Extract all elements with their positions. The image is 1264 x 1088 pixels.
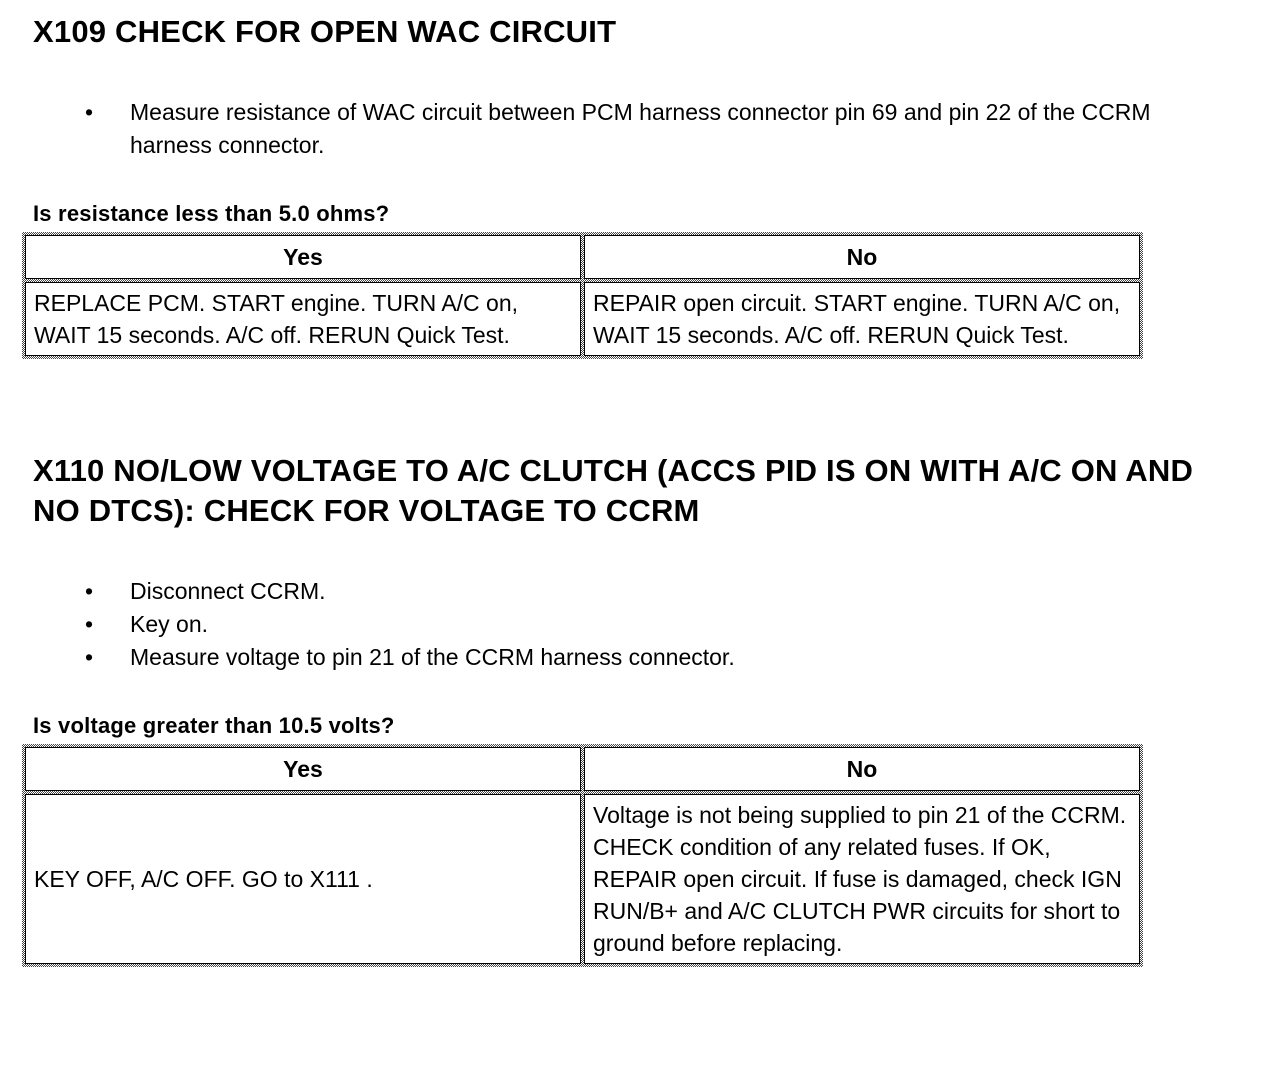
x110-header-no: No xyxy=(584,747,1140,791)
x109-header-yes: Yes xyxy=(25,235,581,279)
x109-action-no: REPAIR open circuit. START engine. TURN A/C on, WAIT 15 seconds. A/C off. RERUN Quick Test. xyxy=(584,282,1140,356)
bullet-icon: • xyxy=(85,611,94,637)
step-text: Disconnect CCRM. xyxy=(130,578,326,604)
table-header-row xyxy=(25,747,1140,791)
section-x110 xyxy=(0,359,1264,967)
step-text: Key on. xyxy=(130,611,208,637)
bullet-icon: • xyxy=(85,578,94,604)
bullet-icon: • xyxy=(85,644,94,670)
x110-question: Is voltage greater than 10.5 volts? xyxy=(33,713,395,738)
bullet-icon: • xyxy=(85,99,94,125)
list-item xyxy=(0,96,1264,162)
table-row xyxy=(25,794,1140,964)
list-item xyxy=(0,608,1264,641)
x109-decision-table xyxy=(22,232,1143,359)
section-x110-title: X110 NO/LOW VOLTAGE TO A/C CLUTCH (ACCS PID IS ON WITH A/C ON AND NO DTCS): CHECK FOR VOLTAGE TO CCRM xyxy=(33,453,1194,528)
list-item xyxy=(0,641,1264,674)
x110-action-no: Voltage is not being supplied to pin 21 of the CCRM. CHECK condition of any related fuses. If OK, REPAIR open circuit. If fuse is damaged, check IGN RUN/B+ and A/C CLUTCH PWR circuits for short to ground before replacing. xyxy=(584,794,1140,964)
x109-header-no: No xyxy=(584,235,1140,279)
table-header-row xyxy=(25,235,1140,279)
x109-step-list xyxy=(0,96,1264,162)
x110-decision-table xyxy=(22,744,1143,967)
table-row xyxy=(25,282,1140,356)
list-item xyxy=(0,575,1264,608)
section-x109 xyxy=(0,0,1264,359)
x110-action-yes: KEY OFF, A/C OFF. GO to X111 . xyxy=(25,794,581,964)
section-x109-title: X109 CHECK FOR OPEN WAC CIRCUIT xyxy=(33,14,617,49)
x109-question: Is resistance less than 5.0 ohms? xyxy=(33,201,390,226)
x109-action-yes: REPLACE PCM. START engine. TURN A/C on, WAIT 15 seconds. A/C off. RERUN Quick Test. xyxy=(25,282,581,356)
step-text: Measure resistance of WAC circuit between PCM harness connector pin 69 and pin 22 of the CCRM harness connector. xyxy=(130,99,1151,158)
x110-header-yes: Yes xyxy=(25,747,581,791)
x110-step-list xyxy=(0,575,1264,674)
step-text: Measure voltage to pin 21 of the CCRM harness connector. xyxy=(130,644,735,670)
